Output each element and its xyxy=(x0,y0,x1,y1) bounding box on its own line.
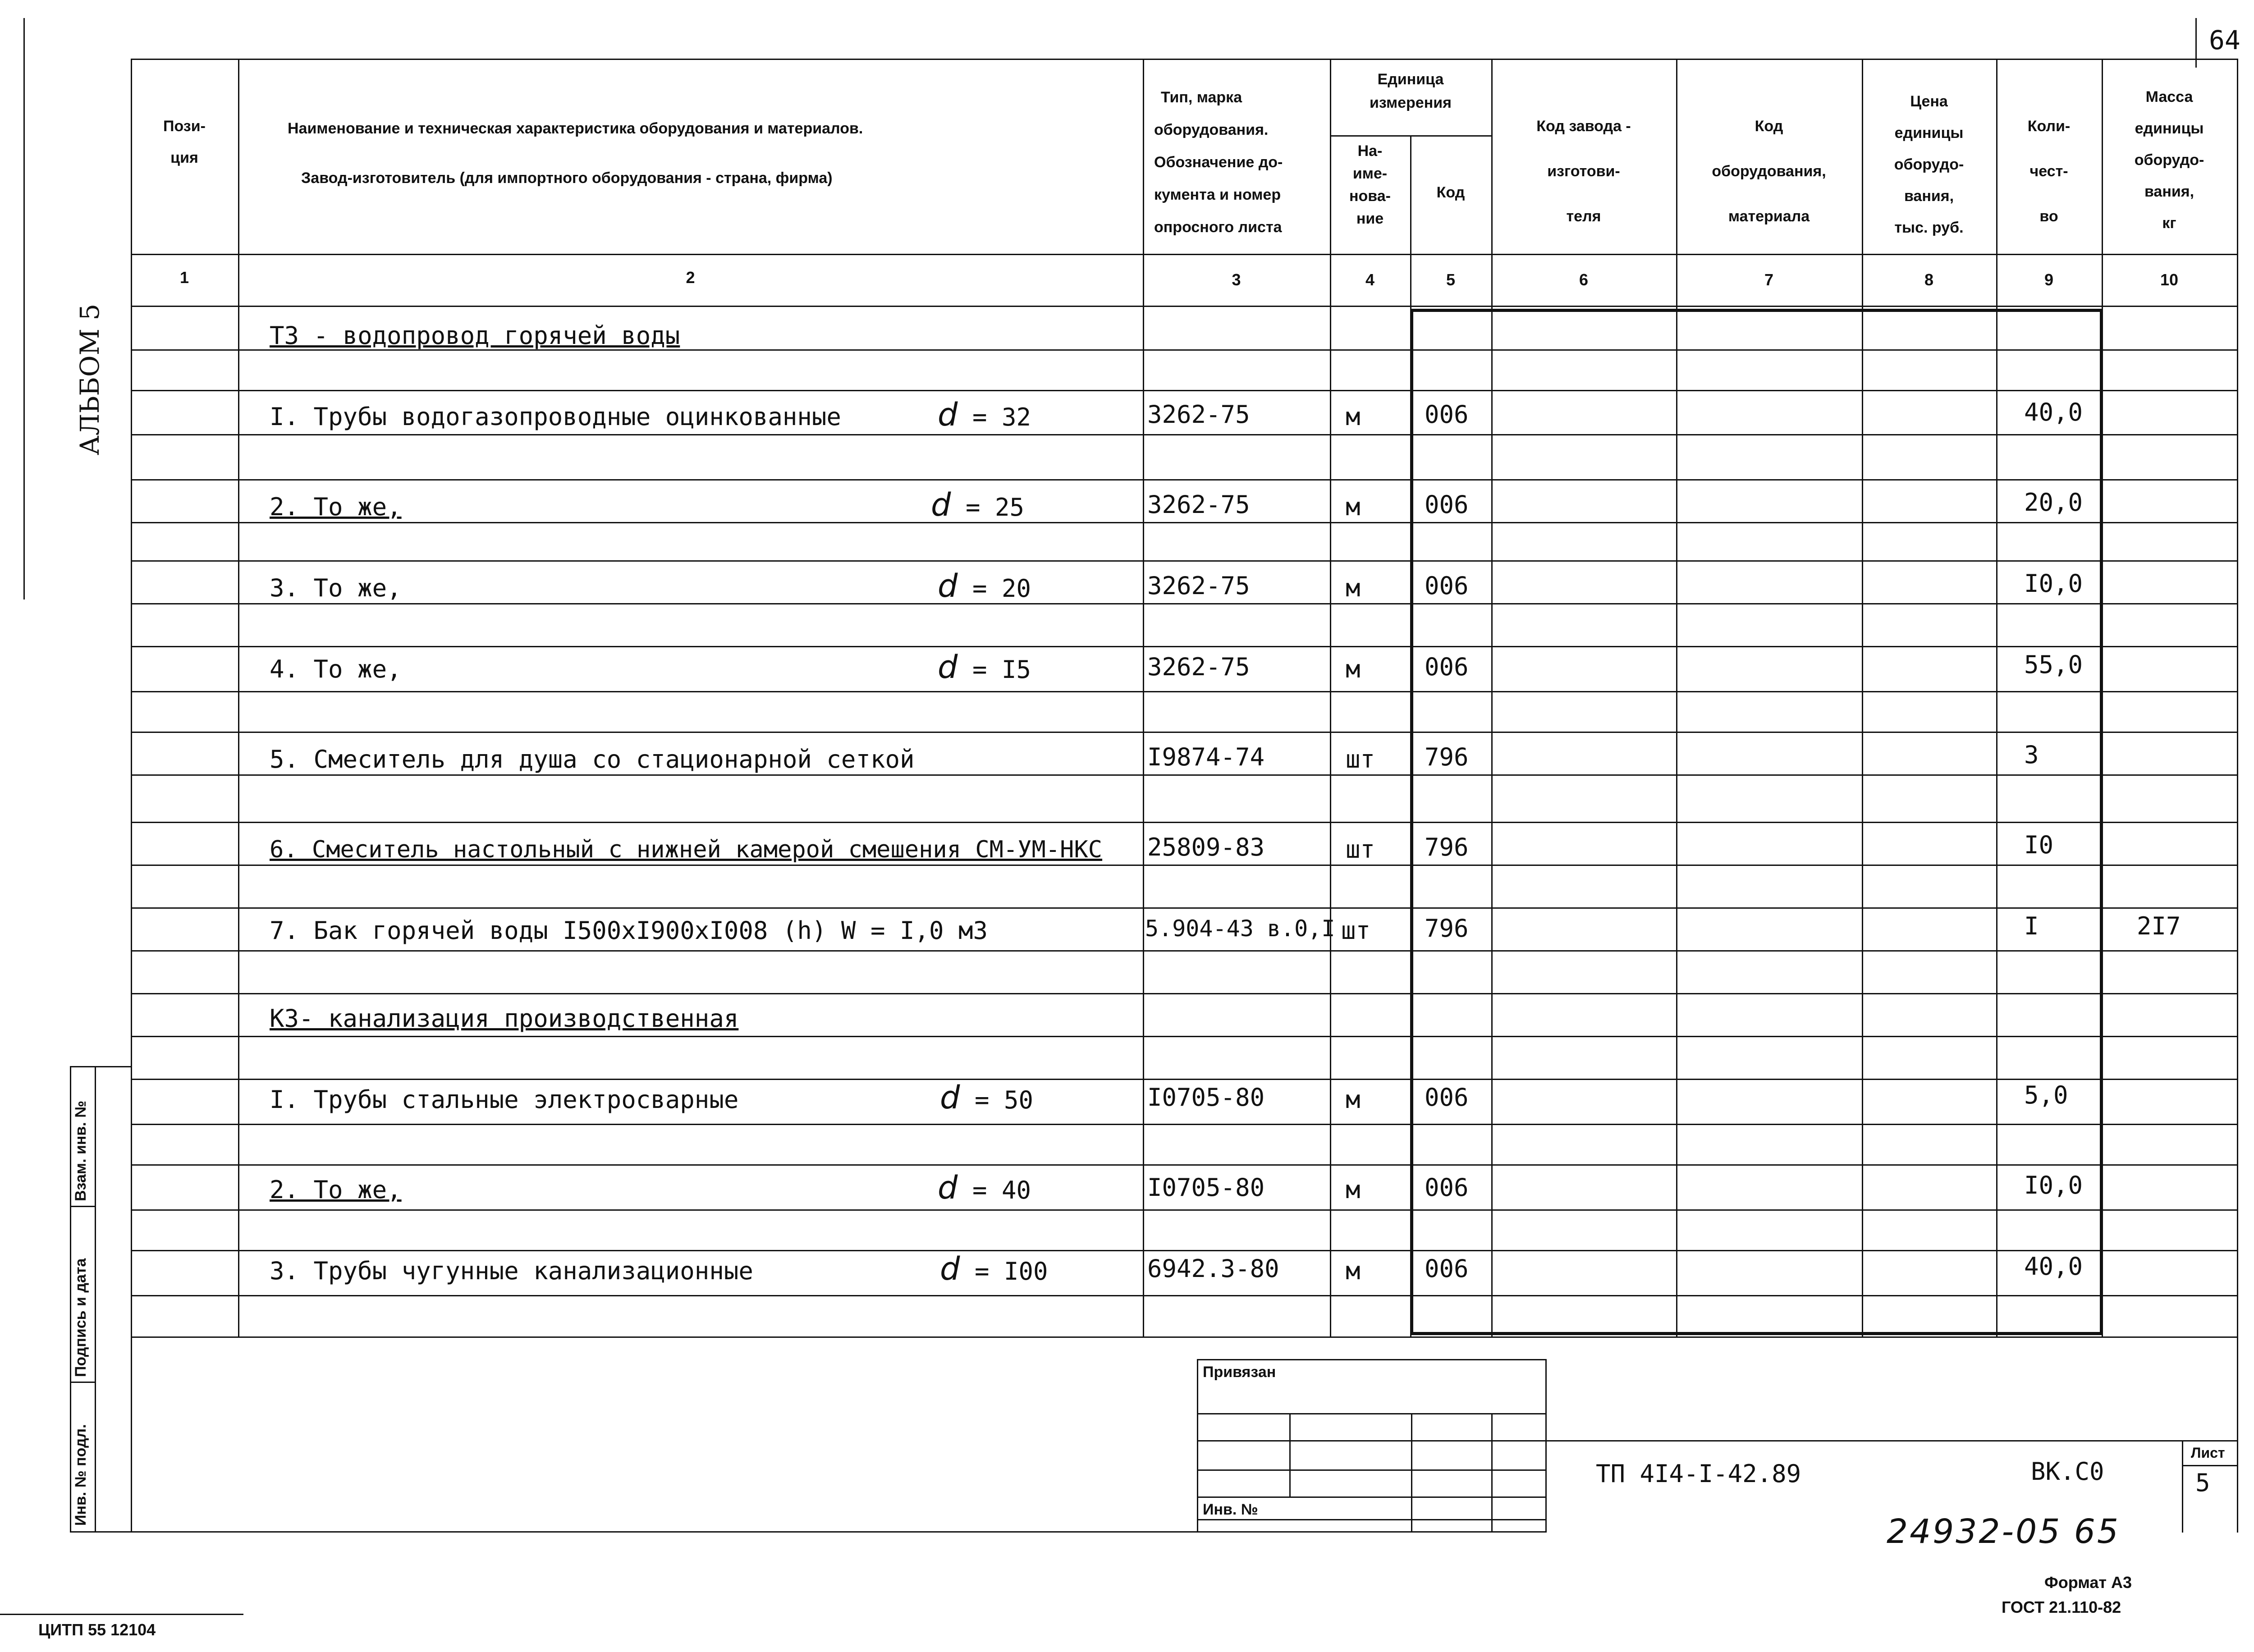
header-col2: Наименование и техническая характеристика оборудования и материалов. Завод-изготовитель (для импортного оборудования - страна, фирма) xyxy=(288,120,863,187)
diameter-symbol: d = 40 xyxy=(938,1169,1031,1206)
format-label: Формат А3 xyxy=(2044,1573,2132,1592)
privyazan-label: Привязан xyxy=(1203,1364,1276,1381)
header-col6: Код завода - изготови- теля xyxy=(1536,118,1631,225)
inv-label: Инв. № xyxy=(1203,1501,1258,1518)
list-number: 5 xyxy=(2195,1469,2210,1497)
diameter-symbol: d = 25 xyxy=(931,486,1024,523)
archive-number: 24932-05 65 xyxy=(1887,1512,2120,1551)
album-label: АЛЬБОМ 5 xyxy=(74,303,105,455)
header-col8: Цена единицы оборудо- вания, тыс. руб. xyxy=(1894,93,1964,236)
diameter-symbol: d = 20 xyxy=(938,567,1031,604)
header-col10: Масса единицы оборудо- вания, кг xyxy=(2134,88,2204,232)
page-number: 64 xyxy=(2209,25,2240,55)
bottom-left-rule xyxy=(0,1614,243,1615)
page-number-divider xyxy=(2195,18,2197,68)
margin-line xyxy=(23,18,25,599)
header-col7: Код оборудования, материала xyxy=(1712,118,1826,225)
diameter-symbol: d = I5 xyxy=(938,649,1031,686)
header-unit-title: Единица измерения xyxy=(1370,71,1452,111)
frame-bottom xyxy=(70,1531,1546,1533)
diameter-symbol: d = 32 xyxy=(938,396,1031,433)
header-col9: Коли- чест- во xyxy=(2027,118,2071,225)
header-col4: На- име- нова- ние xyxy=(1349,142,1391,227)
header-col1: Пози- ция xyxy=(163,118,206,166)
diameter-symbol: d = I00 xyxy=(940,1250,1048,1287)
gost-label: ГОСТ 21.110-82 xyxy=(2002,1598,2121,1616)
diameter-symbol: d = 50 xyxy=(940,1079,1033,1116)
doc-code: ТП 4I4-I-42.89 xyxy=(1596,1460,1801,1488)
header-col5: Код xyxy=(1436,184,1465,201)
header-col3: Тип, марка оборудования. Обозначение до- кумента и номер опросного листа xyxy=(1154,89,1283,236)
bottom-left-code: ЦИТП 55 12104 xyxy=(38,1620,156,1639)
sheet-code: ВК.С0 xyxy=(2031,1457,2104,1486)
list-label: Лист xyxy=(2191,1445,2225,1461)
